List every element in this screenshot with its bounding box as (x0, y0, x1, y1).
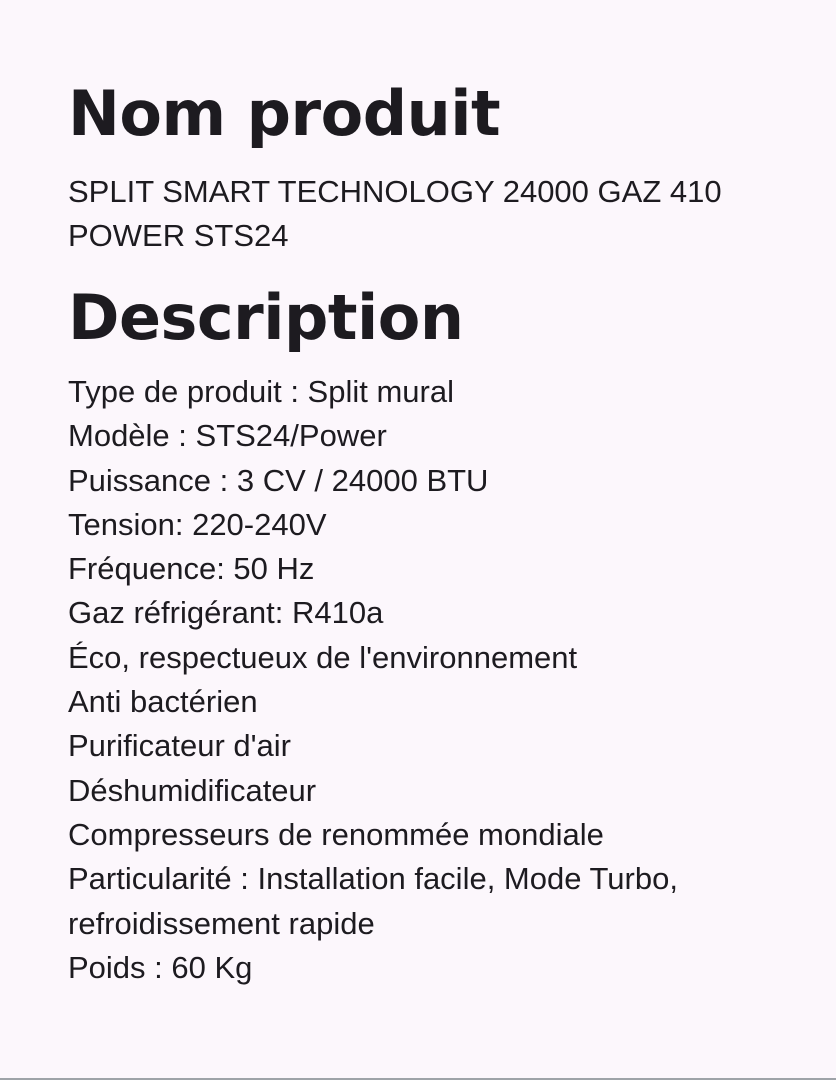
description-line: Particularité : Installation facile, Mode Turbo, refroidissement rapide (68, 861, 678, 941)
description-line: Gaz réfrigérant: R410a (68, 595, 384, 631)
description-line: Puissance : 3 CV / 24000 BTU (68, 462, 489, 498)
description-line: Compresseurs de renommée mondiale (68, 816, 604, 852)
description-heading: Description (68, 281, 464, 354)
description-line: Éco, respectueux de l'environnement (68, 639, 578, 675)
description-line: Tension: 220-240V (68, 506, 327, 542)
product-name-heading: Nom produit (68, 77, 501, 150)
description-list (68, 370, 796, 990)
description-line: Modèle : STS24/Power (68, 418, 387, 454)
description-line: Anti bactérien (68, 684, 258, 720)
description-line: Purificateur d'air (68, 728, 292, 764)
description-line: Poids : 60 Kg (68, 949, 253, 985)
description-line: Déshumidificateur (68, 772, 317, 808)
product-details (68, 72, 796, 990)
description-line: Type de produit : Split mural (68, 374, 454, 409)
description-line: Fréquence: 50 Hz (68, 551, 315, 587)
product-name: SPLIT SMART TECHNOLOGY 24000 GAZ 410 POWER STS24 (68, 174, 722, 253)
